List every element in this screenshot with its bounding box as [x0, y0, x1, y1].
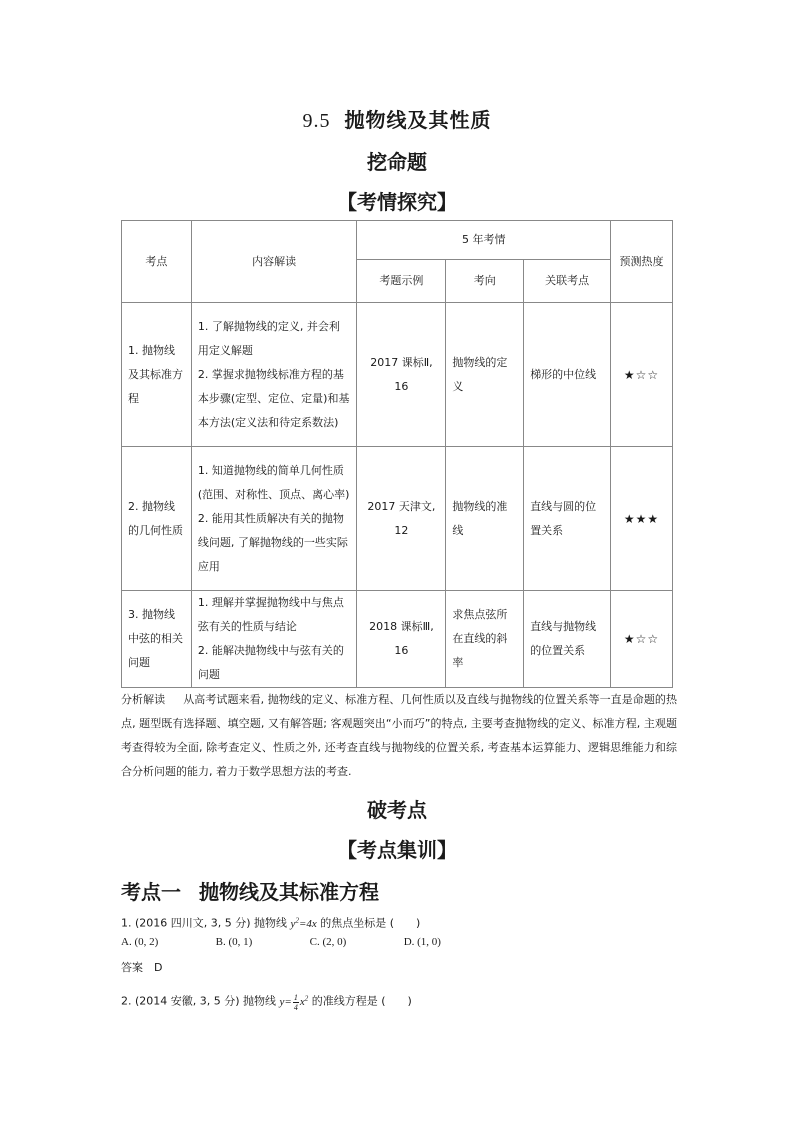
analysis-label: 分析解读	[121, 693, 166, 706]
question-1	[121, 912, 420, 932]
section2-title: 破考点	[367, 798, 427, 822]
q1-option-c: C. (2, 0)	[309, 936, 347, 948]
cell-heat: ★★★	[611, 447, 673, 591]
header-direction: 考向	[446, 260, 524, 303]
cell-direction: 抛物线的定义	[446, 303, 524, 447]
analysis-text: 从高考试题来看, 抛物线的定义、标准方程、几何性质以及直线与抛物线的位置关系等一直是命题的热点, 题型既有选择题、填空题, 又有解答题; 客观题突出“小而巧”的特点, 主要考查抛物线的定义、标准方程, 主观题考查得较为全面, 除考查定义、性质之外, 还考查直线与抛物线的位置关系, 考查基本运算能力、逻辑思维能力和综合分析问题的能力, 着力于数学思想方法的考查.	[121, 693, 677, 778]
cell-kaodian: 2. 抛物线的几何性质	[122, 447, 192, 591]
header-neirong: 内容解读	[191, 221, 357, 303]
q1-prefix: 1. (2016 四川文, 3, 5 分) 抛物线	[121, 916, 288, 930]
cell-neirong	[191, 447, 357, 591]
table-row	[122, 447, 673, 591]
q1-answer: 答案 D	[121, 961, 163, 974]
cell-neirong	[191, 303, 357, 447]
q1-options	[121, 936, 441, 948]
section-title	[0, 104, 794, 133]
cell-heat: ★☆☆	[611, 303, 673, 447]
cell-direction: 抛物线的准线	[446, 447, 524, 591]
neirong-line: 2. 能用其性质解决有关的抛物线问题, 了解抛物线的一些实际应用	[197, 511, 348, 573]
cell-related: 梯形的中位线	[524, 303, 611, 447]
section-title-text: 抛物线及其性质	[344, 108, 492, 132]
question-2	[121, 990, 412, 1012]
analysis-paragraph	[121, 688, 677, 784]
topic-label: 考点一	[121, 880, 181, 904]
neirong-line: 2. 掌握求抛物线标准方程的基本步骤(定型、定位、定量)和基本方法(定义法和待定系数法)	[197, 367, 350, 429]
header-example: 考题示例	[357, 260, 446, 303]
table-row	[122, 591, 673, 688]
cell-related: 直线与圆的位置关系	[524, 447, 611, 591]
subtitle: 挖命题	[367, 150, 427, 174]
q2-suffix: 的准线方程是 ( )	[311, 994, 412, 1008]
neirong-line: 1. 知道抛物线的简单几何性质(范围、对称性、顶点、离心率)	[197, 463, 350, 501]
topic-heading	[121, 876, 379, 905]
bracket-title: 【考情探究】	[337, 190, 457, 214]
cell-heat: ★☆☆	[611, 591, 673, 688]
cell-kaodian: 3. 抛物线中弦的相关问题	[122, 591, 192, 688]
q1-option-b: B. (0, 1)	[215, 936, 253, 948]
cell-example: 2017 天津文, 12	[357, 447, 446, 591]
header-kaodian: 考点	[122, 221, 192, 303]
cell-example: 2017 课标Ⅱ, 16	[357, 303, 446, 447]
cell-direction: 求焦点弦所在直线的斜率	[446, 591, 524, 688]
cell-example: 2018 课标Ⅲ, 16	[357, 591, 446, 688]
table-row	[122, 303, 673, 447]
neirong-line: 1. 理解并掌握抛物线中与焦点弦有关的性质与结论	[197, 596, 344, 633]
header-five-year: 5 年考情	[357, 221, 611, 260]
header-heat: 预测热度	[611, 221, 673, 303]
cell-kaodian: 1. 抛物线及其标准方程	[122, 303, 192, 447]
q1-option-d: D. (1, 0)	[403, 936, 441, 948]
section2-bracket-title: 【考点集训】	[337, 838, 457, 862]
q1-formula: $y^2=4x$	[290, 916, 317, 930]
cell-neirong	[191, 591, 357, 688]
q2-prefix: 2. (2014 安徽, 3, 5 分) 抛物线	[121, 994, 277, 1008]
cell-related: 直线与抛物线的位置关系	[524, 591, 611, 688]
table-header-row	[122, 221, 673, 260]
q2-formula: y= $\frac{1}{4}$ $x^2$	[279, 992, 309, 1012]
q1-option-a: A. (0, 2)	[121, 936, 159, 948]
neirong-line: 1. 了解抛物线的定义, 并会利用定义解题	[197, 319, 340, 357]
topic-title: 抛物线及其标准方程	[199, 880, 379, 904]
survey-table	[121, 220, 673, 688]
neirong-line: 2. 能解决抛物线中与弦有关的问题	[197, 644, 344, 681]
q1-suffix: 的焦点坐标是 ( )	[320, 916, 421, 930]
header-related: 关联考点	[524, 260, 611, 303]
section-number: 9.5	[302, 110, 331, 132]
